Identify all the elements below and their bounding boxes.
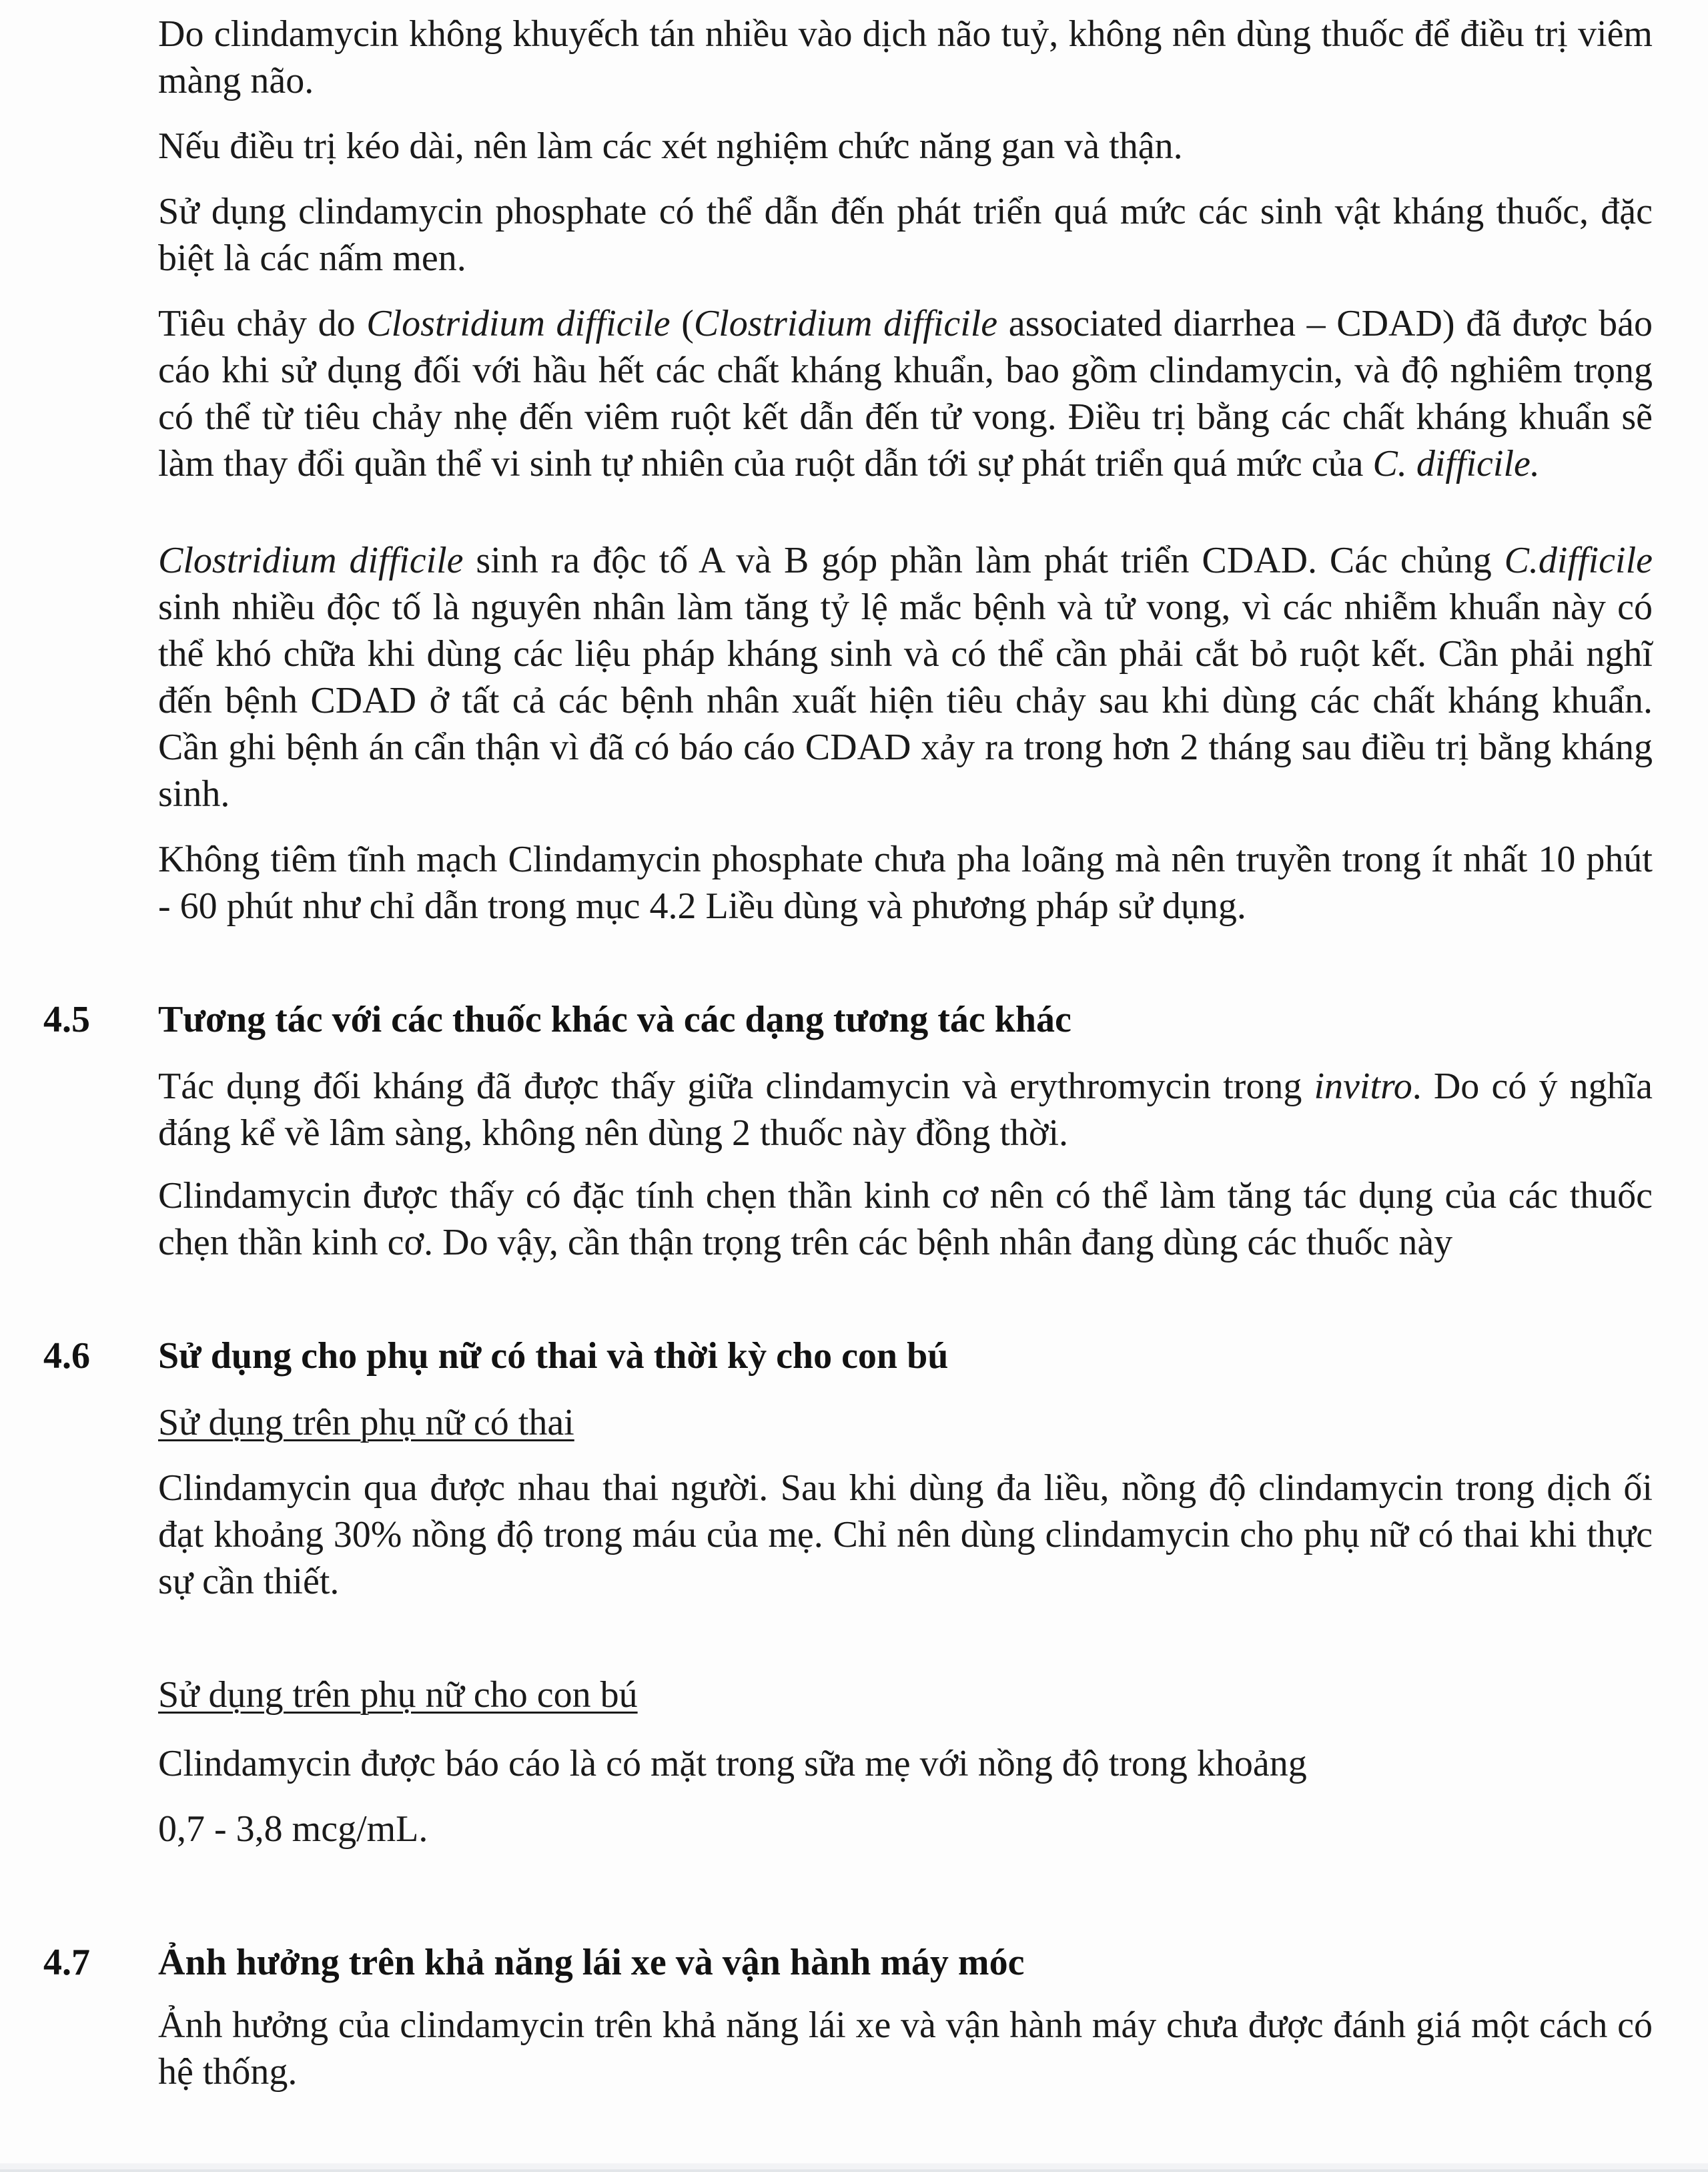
- section-title-4-6: Sử dụng cho phụ nữ có thai và thời kỳ cho con bú: [158, 1335, 949, 1377]
- paragraph-overgrowth: Sử dụng clindamycin phosphate có thể dẫn đến phát triển quá mức các sinh vật kháng thuốc, đặc biệt là các nấm men.: [158, 191, 1653, 279]
- page-bottom-strip: [0, 2163, 1708, 2172]
- paragraph-cdad-toxins: Clostridium difficile sinh ra độc tố A và B góp phần làm phát triển CDAD. Các chủng C.difficile sinh nhiều độc tố là nguyên nhân làm tăng tỷ lệ mắc bệnh và tử vong, vì các nhiễm khuẩn này có thể khó chữa khi dùng các liệu pháp kháng sinh và có thể cần phải cắt bỏ ruột kết. Cần phải nghĩ đến bệnh CDAD ở tất cả các bệnh nhân xuất hiện tiêu chảy sau khi dùng các chất kháng khuẩn. Cần ghi bệnh án cẩn thận vì đã có báo cáo CDAD xảy ra trong hơn 2 tháng sau điều trị bằng kháng sinh.: [158, 540, 1653, 815]
- paragraph-cdad-report: Tiêu chảy do Clostridium difficile (Clostridium difficile associated diarrhea – CDAD) đã được báo cáo khi sử dụng đối với hầu hết các chất kháng khuẩn, bao gồm clindamycin, và độ nghiêm trọng có thể từ tiêu chảy nhẹ đến viêm ruột kết dẫn đến tử vong. Điều trị bằng các chất kháng khuẩn sẽ làm thay đổi quần thể vi sinh tự nhiên của ruột dẫn tới sự phát triển quá mức của C. difficile.: [158, 303, 1653, 484]
- subheading-lactation-label: Sử dụng trên phụ nữ cho con bú: [158, 1674, 638, 1716]
- section-number-4-5: 4.5: [43, 999, 90, 1040]
- section-heading-4-6: [43, 1333, 1653, 1379]
- section-title-4-5: Tương tác với các thuốc khác và các dạng tương tác khác: [158, 999, 1072, 1040]
- paragraph-csf-warning: Do clindamycin không khuyếch tán nhiều vào dịch não tuỷ, không nên dùng thuốc để điều trị viêm màng não.: [158, 13, 1653, 101]
- subheading-pregnant: [158, 1399, 1653, 1446]
- subheading-pregnant-label: Sử dụng trên phụ nữ có thai: [158, 1402, 574, 1443]
- paragraph-pregnancy: Clindamycin qua được nhau thai người. Sau khi dùng đa liều, nồng độ clindamycin trong dịch ối đạt khoảng 30% nồng độ trong máu của mẹ. Chỉ nên dùng clindamycin cho phụ nữ có thai khi thực sự cần thiết.: [158, 1467, 1653, 1602]
- paragraph-antagonism: Tác dụng đối kháng đã được thấy giữa clindamycin và erythromycin trong invitro. Do có ý nghĩa đáng kể về lâm sàng, không nên dùng 2 thuốc này đồng thời.: [158, 1066, 1653, 1154]
- section-heading-4-7: [43, 1939, 1653, 1986]
- paragraph-breast-milk: Clindamycin được báo cáo là có mặt trong sữa mẹ với nồng độ trong khoảng: [158, 1743, 1307, 1784]
- paragraph-liver-kidney-tests: Nếu điều trị kéo dài, nên làm các xét nghiệm chức năng gan và thận.: [158, 125, 1183, 167]
- subheading-lactation: [158, 1672, 1653, 1718]
- paragraph-neuromuscular: Clindamycin được thấy có đặc tính chẹn thần kinh cơ nên có thể làm tăng tác dụng của các thuốc chẹn thần kinh cơ. Do vậy, cần thận trọng trên các bệnh nhân đang dùng các thuốc này: [158, 1175, 1653, 1263]
- paragraph-concentration-range: 0,7 - 3,8 mcg/mL.: [158, 1808, 428, 1850]
- section-heading-4-5: [43, 996, 1653, 1043]
- section-number-4-7: 4.7: [43, 1942, 90, 1983]
- section-number-4-6: 4.6: [43, 1335, 90, 1377]
- document-content: [43, 11, 1653, 2095]
- paragraph-iv-infusion: Không tiêm tĩnh mạch Clindamycin phosphate chưa pha loãng mà nên truyền trong ít nhất 10 phút - 60 phút như chỉ dẫn trong mục 4.2 Liều dùng và phương pháp sử dụng.: [158, 839, 1653, 927]
- section-title-4-7: Ảnh hưởng trên khả năng lái xe và vận hành máy móc: [158, 1942, 1025, 1983]
- paragraph-driving: Ảnh hưởng của clindamycin trên khả năng lái xe và vận hành máy chưa được đánh giá một cách có hệ thống.: [158, 2005, 1653, 2093]
